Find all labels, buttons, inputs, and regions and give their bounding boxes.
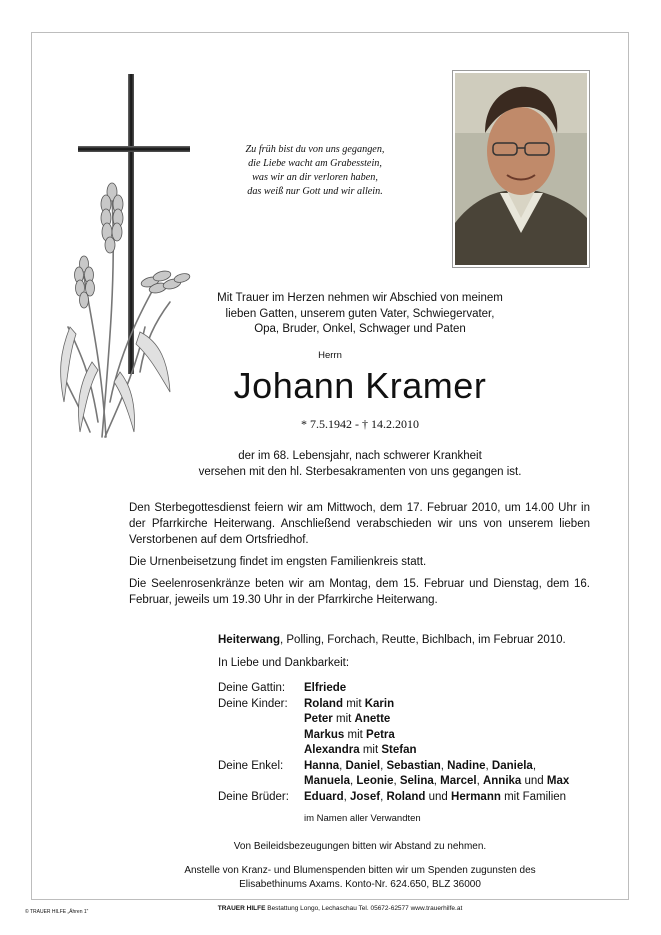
family-label: Deine Gattin: (218, 682, 286, 694)
honorific: Herrn (318, 350, 342, 361)
family-name: Daniela (491, 759, 533, 772)
condolences-note: Von Beileidsbezeugungen bitten wir Abstand zu nehmen. (233, 841, 487, 852)
death-notice (160, 448, 560, 480)
intro-text (180, 291, 540, 338)
poem-line: Zu früh bist du von uns gegangen, (245, 144, 385, 155)
family-label: Deine Brüder: (218, 790, 289, 803)
poem-line: was wir an dir verloren haben, (252, 172, 378, 183)
family-connector: mit (335, 713, 352, 725)
family-name: Daniel (345, 759, 381, 772)
family-name: Karin (364, 697, 395, 710)
footer-contact: Bestattung Longo, Lechaschau Tel. 05672-62577 www.trauerhilfe.at (265, 905, 463, 912)
family-row-kinder (218, 697, 569, 713)
paragraph-rosary: Die Seelenrosenkränze beten wir am Montag, dem 15. Februar und Dienstag, dem 16. Februar, jeweils um 19.30 Uhr in der Pfarrkirche Heiterwang. (129, 578, 590, 606)
place-rest: , Polling, Forchach, Reutte, Bichlbach, im Februar 2010. (280, 634, 566, 646)
family-row-kinder (218, 712, 569, 728)
cross-wheat-emblem (50, 72, 200, 444)
family-row-enkel: Manuela, Leonie, Selina, Marcel, Annika und Max (304, 775, 570, 787)
family-name: Annika (482, 775, 522, 787)
family-connector: mit (346, 697, 362, 710)
poem-line: die Liebe wacht am Grabesstein, (248, 158, 382, 169)
service-details (129, 500, 590, 614)
family-name: Roland (304, 697, 343, 710)
family-label: Deine Kinder: (218, 697, 288, 710)
family-name: Nadine (447, 759, 486, 772)
deceased-name: Johann Kramer (233, 365, 487, 406)
family-name: Max (546, 775, 570, 787)
family-connector: mit (347, 728, 363, 741)
death-line: versehen mit den hl. Sterbesakramenten von uns gegangen ist. (198, 466, 522, 478)
family-name: Peter (304, 713, 333, 725)
footer-line (160, 905, 520, 912)
copyright-note: © TRAUER HILFE „Ähren 1“ (25, 909, 89, 915)
donation-line: Elisabethinums Axams. Konto-Nr. 624.650, BLZ 36000 (239, 879, 481, 890)
paragraph-service: Den Sterbegottesdienst feiern wir am Mittwoch, dem 17. Februar 2010, um 14.00 Uhr in der Pfarrkirche Heiterwang. Anschließend verabschieden wir uns von unserem lieben Verstorbenen auf dem Ortsfriedhof. (129, 502, 590, 546)
family-connector: mit (362, 744, 379, 756)
family-connector: und (428, 790, 448, 803)
donation-note (140, 864, 580, 892)
family-name: Petra (366, 728, 395, 741)
intro-line: lieben Gatten, unserem guten Vater, Schwiegervater, (225, 307, 495, 320)
relatives-line: im Namen aller Verwandten (304, 813, 421, 824)
family-row-kinder (218, 743, 569, 759)
family-name: Hermann (451, 790, 501, 803)
family-name: Markus (304, 728, 345, 741)
family-name: Anette (354, 713, 391, 725)
family-list (218, 681, 569, 805)
family-connector: und (524, 775, 544, 787)
family-name: Stefan (381, 744, 417, 756)
family-name: Elfriede (304, 682, 347, 694)
family-name: Sebastian (386, 759, 441, 772)
footer-brand: TRAUER HILFE (217, 905, 266, 912)
family-row-kinder (218, 728, 569, 744)
family-row-gattin (218, 681, 569, 697)
family-name: Selina (399, 775, 434, 787)
donation-line: Anstelle von Kranz- und Blumenspenden bitten wir um Spenden zugunsten des (184, 865, 536, 876)
family-name: Eduard (304, 790, 344, 803)
paragraph-urn: Die Urnenbeisetzung findet im engsten Familienkreis statt. (129, 556, 427, 568)
family-row-brueder: Deine Brüder: Eduard, Josef, Roland und Hermann mit Familien (218, 790, 569, 806)
memorial-poem (215, 143, 415, 199)
family-row-enkel: Deine Enkel: Hanna, Daniel, Sebastian, Nadine, Daniela, (218, 759, 569, 775)
family-label: Deine Enkel: (218, 759, 284, 772)
intro-line: Mit Trauer im Herzen nehmen wir Abschied von meinem (217, 292, 503, 304)
intro-line: Opa, Bruder, Onkel, Schwager und Paten (254, 323, 466, 335)
family-name: Marcel (440, 775, 477, 787)
family-name: Manuela (304, 775, 351, 787)
poem-line: das weiß nur Gott und wir allein. (247, 186, 383, 197)
death-line: der im 68. Lebensjahr, nach schwerer Krankheit (238, 450, 482, 462)
family-name: Leonie (356, 775, 394, 787)
family-name: Alexandra (304, 744, 360, 756)
place-name: Heiterwang (218, 634, 280, 646)
portrait-photo (452, 70, 590, 268)
family-name: Hanna (304, 759, 340, 772)
place-date-line (218, 634, 566, 646)
life-dates: * 7.5.1942 - † 14.2.2010 (301, 417, 419, 431)
family-name: Roland (386, 790, 426, 803)
family-suffix: mit Familien (504, 790, 567, 803)
thanks-line: In Liebe und Dankbarkeit: (218, 657, 350, 669)
family-name: Josef (350, 790, 381, 803)
